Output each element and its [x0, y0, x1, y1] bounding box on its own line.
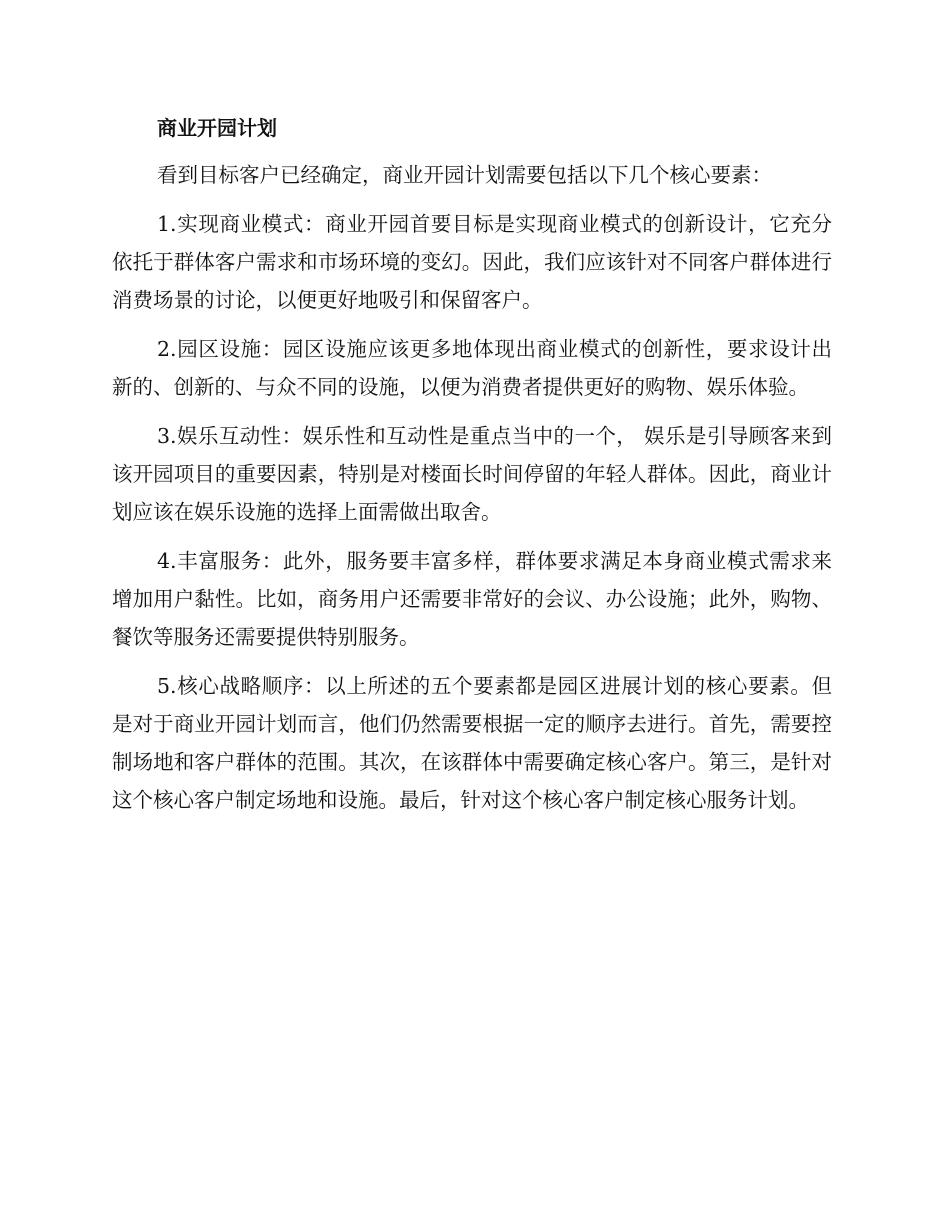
paragraph-business-model: 1.实现商业模式：商业开园首要目标是实现商业模式的创新设计，它充分依托于群体客户需求和市场环境的变幻。因此，我们应该针对不同客户群体进行消费场景的讨论，以便更好地吸引和保留客户。: [112, 212, 832, 312]
paragraph-entertainment-interaction: 3.娱乐互动性：娱乐性和互动性是重点当中的一个， 娱乐是引导顾客来到该开园项目的重要因素，特别是对楼面长时间停留的年轻人群体。因此，商业计划应该在娱乐设施的选择上面需做出取舍。: [112, 424, 832, 524]
paragraph-rich-services: 4.丰富服务：此外，服务要丰富多样，群体要求满足本身商业模式需求来增加用户黏性。比如，商务用户还需要非常好的会议、办公设施；此外，购物、餐饮等服务还需要提供特别服务。: [112, 549, 832, 649]
paragraph-park-facilities: 2.园区设施：园区设施应该更多地体现出商业模式的创新性，要求设计出新的、创新的、与众不同的设施，以便为消费者提供更好的购物、娱乐体验。: [112, 337, 832, 399]
document-title: 商业开园计划: [157, 116, 277, 140]
paragraph-core-strategy-order: 5.核心战略顺序：以上所述的五个要素都是园区进展计划的核心要素。但是对于商业开园计划而言，他们仍然需要根据一定的顺序去进行。首先，需要控制场地和客户群体的范围。其次，在该群体中需要确定核心客户。第三，是针对这个核心客户制定场地和设施。最后，针对这个核心客户制定核心服务计划。: [112, 674, 832, 812]
document-body: [112, 112, 832, 830]
intro-paragraph: 看到目标客户已经确定，商业开园计划需要包括以下几个核心要素：: [157, 163, 772, 187]
